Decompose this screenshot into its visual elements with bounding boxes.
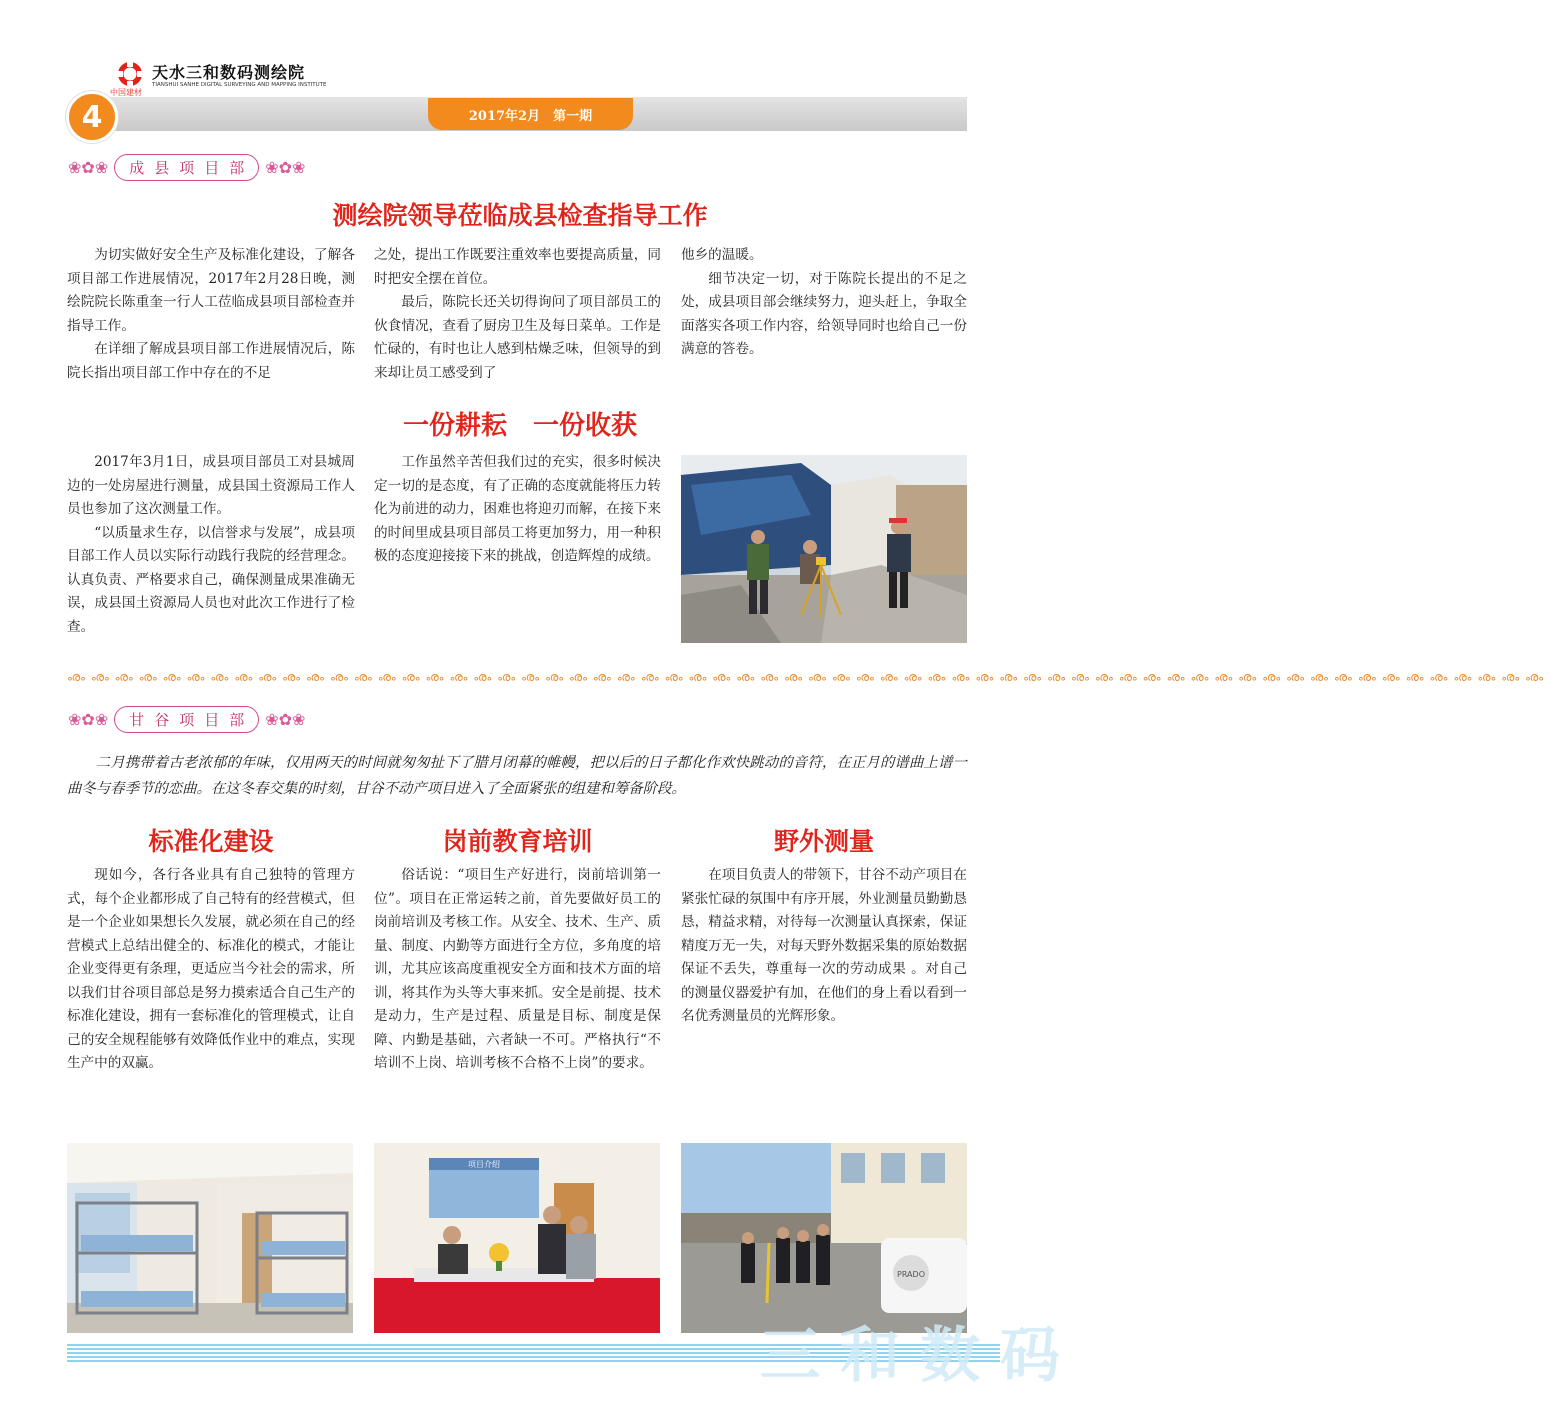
article-title-training: 岗前教育培训: [442, 827, 593, 856]
paragraph: 之处，提出工作既要注重效率也要提高质量，同时把安全摆在首位。: [374, 247, 661, 287]
section-tag-chengxian: [68, 154, 305, 181]
section-intro: [67, 750, 967, 802]
issue-date: 2017年2月 第一期: [468, 108, 593, 124]
section-tag-gangu: [68, 706, 305, 733]
article-column-1: [67, 244, 355, 385]
article-column-2: [374, 244, 661, 385]
training-sign: 项目介绍: [468, 1160, 500, 1169]
page-number-badge: [66, 91, 118, 143]
article-column-5: [374, 451, 661, 569]
paragraph: 为切实做好安全生产及标准化建设，了解各项目部工作进展情况，2017年2月28日晚，测绘院院长陈重奎一行人工莅临成县项目部检查并指导工作。: [67, 247, 355, 334]
training-image: [374, 1143, 660, 1333]
paragraph: 他乡的温暖。: [681, 247, 763, 263]
paragraph: 工作虽然辛苦但我们过的充实，很多时候决定一切的是态度，有了正确的态度就能将压力转化为前进的动力，困难也将迎刃而解，在接下来的时间里成县项目部员工将更加努力，用一种积极的态度迎接接下来的挑战，创造辉煌的成绩。: [374, 454, 661, 564]
flower-icon: ❀✿❀: [68, 710, 109, 729]
paragraph: 在详细了解成县项目部工作进展情况后，陈院长指出项目部工作中存在的不足: [67, 341, 355, 381]
section-tag-label: 成县项目部: [114, 154, 259, 181]
photo-field-survey: [681, 1143, 967, 1333]
flower-icon: ❀✿❀: [265, 158, 306, 177]
footer-watermark: 三和数码: [760, 1321, 1080, 1391]
article-body-standardization: [67, 864, 355, 1076]
paragraph: 2017年3月1日，成县项目部员工对县城周边的一处房屋进行测量，成县国土资源局工作人员也参加了这次测量工作。: [67, 454, 355, 517]
paragraph: 最后，陈院长还关切得询问了项目部员工的伙食情况，查看了厨房卫生及每日菜单。工作是忙碌的，有时也让人感到枯燥乏味，但领导的到来却让员工感受到了: [374, 294, 661, 381]
field-survey-image: [681, 1143, 967, 1333]
section-divider: ൟൟൟൟൟൟൟൟൟൟൟൟൟൟൟൟൟൟൟൟൟൟൟൟൟൟൟൟൟൟൟൟൟൟൟൟൟൟൟൟൟൟൟൟൟൟൟൟൟൟൟൟൟൟൟൟൟൟൟൟൟൟ: [67, 670, 1549, 684]
photo-dormitory: [67, 1143, 353, 1333]
article-title-harvest: 一份耕耘 一份收获: [402, 411, 637, 441]
car-plate: PRADO: [897, 1270, 925, 1279]
article-title-field-survey: 野外测量: [773, 827, 874, 856]
paragraph: 细节决定一切，对于陈院长提出的不足之处，成县项目部会继续努力，迎头赶上，争取全面落实各项工作内容，给领导同时也给自己一份满意的答卷。: [681, 270, 967, 357]
article-title-inspection: 测绘院领导莅临成县检查指导工作: [332, 201, 708, 230]
logo-english: TIANSHUI SANHE DIGITAL SURVEYING AND MAPPING INSTITUTE: [152, 82, 327, 88]
paragraph: 二月携带着古老浓郁的年味，仅用两天的时间就匆匆扯下了腊月闭幕的帷幔，把以后的日子都化作欢快跳动的音符，在正月的谱曲上谱一曲冬与春季节的恋曲。在这冬春交集的时刻，甘谷不动产项目进入了全面紧张的组建和筹备阶段。: [67, 755, 967, 797]
logo-sub: 中国建材: [110, 88, 142, 97]
paragraph: “以质量求生存，以信誉求与发展”，成县项目部工作人员以实际行动践行我院的经营理念。认真负责、严格要求自己，确保测量成果准确无误，成县国土资源局人员也对此次工作进行了检查。: [67, 524, 355, 635]
logo-name: 天水三和数码测绘院: [152, 63, 306, 82]
paragraph: 现如今，各行各业具有自己独特的管理方式，每个企业都形成了自己特有的经营模式，但是一个企业如果想长久发展，就必须在自己的经营模式上总结出健全的、标准化的模式，才能让企业变得更有条理，更适应当今社会的需求，所以我们甘谷项目部总是努力摸索适合自己生产的标准化建设，拥有一套标准化的管理模式，让自己的安全规程能够有效降低作业中的难点，实现生产中的双赢。: [67, 867, 355, 1071]
issue-banner: [428, 98, 633, 130]
flower-icon: ❀✿❀: [68, 158, 109, 177]
article-column-3: [681, 244, 967, 362]
article-column-4: [67, 451, 355, 639]
photo-training: [374, 1143, 660, 1333]
photo-survey-site: [681, 455, 967, 643]
dormitory-image: [67, 1143, 353, 1333]
logo-mark-icon: [116, 60, 144, 88]
article-body-field-survey: [681, 864, 967, 1029]
section-tag-label: 甘谷项目部: [114, 706, 259, 733]
paragraph: 俗话说：“项目生产好进行，岗前培训第一位”。项目在正常运转之前，首先要做好员工的岗前培训及考核工作。从安全、技术、生产、质量、制度、内勤等方面进行全方位，多角度的培训，尤其应该高度重视安全方面和技术方面的培训，将其作为头等大事来抓。安全是前提、技术是动力，生产是过程、质量是目标、制度是保障、内勤是基础，六者缺一不可。严格执行“不培训不上岗、培训考核不合格不上岗”的要求。: [374, 867, 661, 1071]
survey-site-image: [681, 455, 967, 643]
flower-icon: ❀✿❀: [265, 710, 306, 729]
paragraph: 在项目负责人的带领下，甘谷不动产项目在紧张忙碌的氛围中有序开展，外业测量员勤勤恳恳，精益求精，对待每一次测量认真探索，保证精度万无一失，对每天野外数据采集的原始数据保证不丢失，尊重每一次的劳动成果 。对自己的测量仪器爱护有加，在他们的身上看以看到一名优秀测量员的光辉形象。: [681, 867, 967, 1024]
article-title-standardization: 标准化建设: [148, 827, 274, 856]
article-body-training: [374, 864, 661, 1076]
logo: [110, 58, 416, 98]
page-number: 4: [81, 99, 103, 135]
